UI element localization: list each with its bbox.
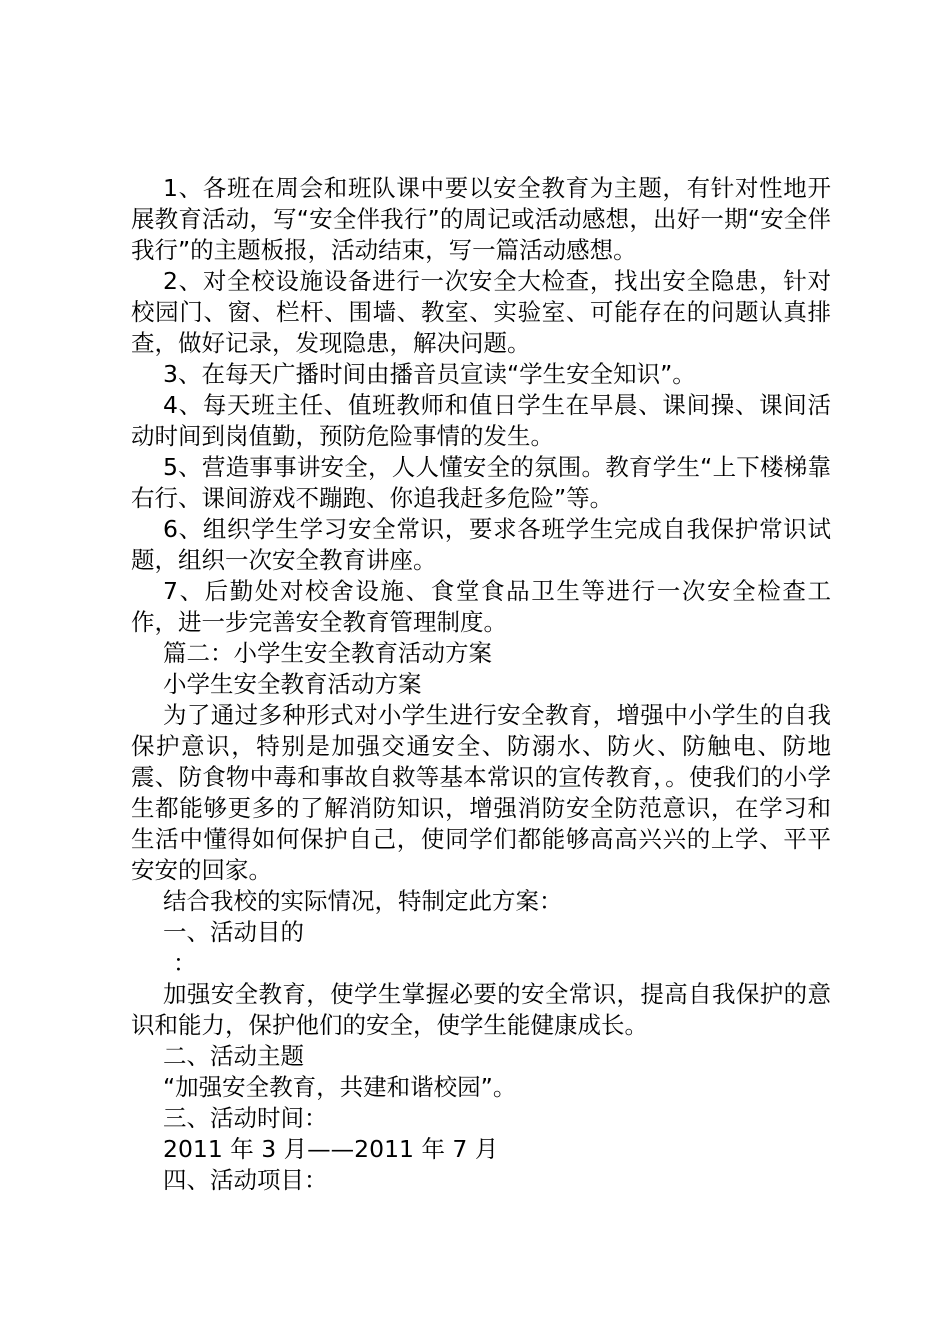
- heading-activity-time: 三、活动时间：: [163, 1104, 328, 1132]
- theme-text: “加强安全教育，共建和谐校园”。: [163, 1073, 517, 1101]
- paragraph-item-2: 2、对全校设施设备进行一次安全大检查，找出安全隐患，针对校园门、窗、栏杆、围墙、教室、实验室、可能存在的问题认真排查，做好记录，发现隐患，解决问题。: [131, 267, 831, 357]
- section-heading-part-two: 篇二：小学生安全教育活动方案: [163, 639, 492, 667]
- heading-activity-purpose: 一、活动目的: [163, 918, 304, 946]
- paragraph-item-7: 7、后勤处对校舍设施、食堂食品卫生等进行一次安全检查工作，进一步完善安全教育管理制度。: [131, 577, 831, 636]
- heading-activity-theme: 二、活动主题: [163, 1042, 304, 1070]
- document-page: [131, 173, 831, 1196]
- plan-statement: 结合我校的实际情况，特制定此方案：: [163, 887, 563, 915]
- paragraph-item-1: 1、各班在周会和班队课中要以安全教育为主题，有针对性地开展教育活动，写“安全伴我行”的周记或活动感想，出好一期“安全伴我行”的主题板报，活动结束，写一篇活动感想。: [131, 174, 831, 264]
- plan-title: 小学生安全教育活动方案: [163, 670, 422, 698]
- purpose-paragraph: 加强安全教育，使学生掌握必要的安全常识，提高自我保护的意识和能力，保护他们的安全，使学生能健康成长。: [131, 980, 831, 1039]
- paragraph-item-5: 5、营造事事讲安全，人人懂安全的氛围。教育学生“上下楼梯靠右行、课间游戏不蹦跑、你追我赶多危险”等。: [131, 453, 831, 512]
- intro-paragraph: 为了通过多种形式对小学生进行安全教育，增强中小学生的自我保护意识，特别是加强交通安全、防溺水、防火、防触电、防地震、防食物中毒和事故自救等基本常识的宣传教育，。使我们的小学生都能够更多的了解消防知识，增强消防安全防范意识，在学习和生活中懂得如何保护自己，使同学们都能够高高兴兴的上学、平平安安的回家。: [131, 701, 831, 884]
- heading-activity-items: 四、活动项目：: [163, 1166, 328, 1194]
- stray-colon: ：: [173, 949, 197, 977]
- paragraph-item-6: 6、组织学生学习安全常识，要求各班学生完成自我保护常识试题，组织一次安全教育讲座。: [131, 515, 831, 574]
- time-range: 2011 年 3 月——2011 年 7 月: [163, 1135, 499, 1163]
- paragraph-item-3: 3、在每天广播时间由播音员宣读“学生安全知识”。: [163, 360, 696, 388]
- paragraph-item-4: 4、每天班主任、值班教师和值日学生在早晨、课间操、课间活动时间到岗值勤，预防危险事情的发生。: [131, 391, 831, 450]
